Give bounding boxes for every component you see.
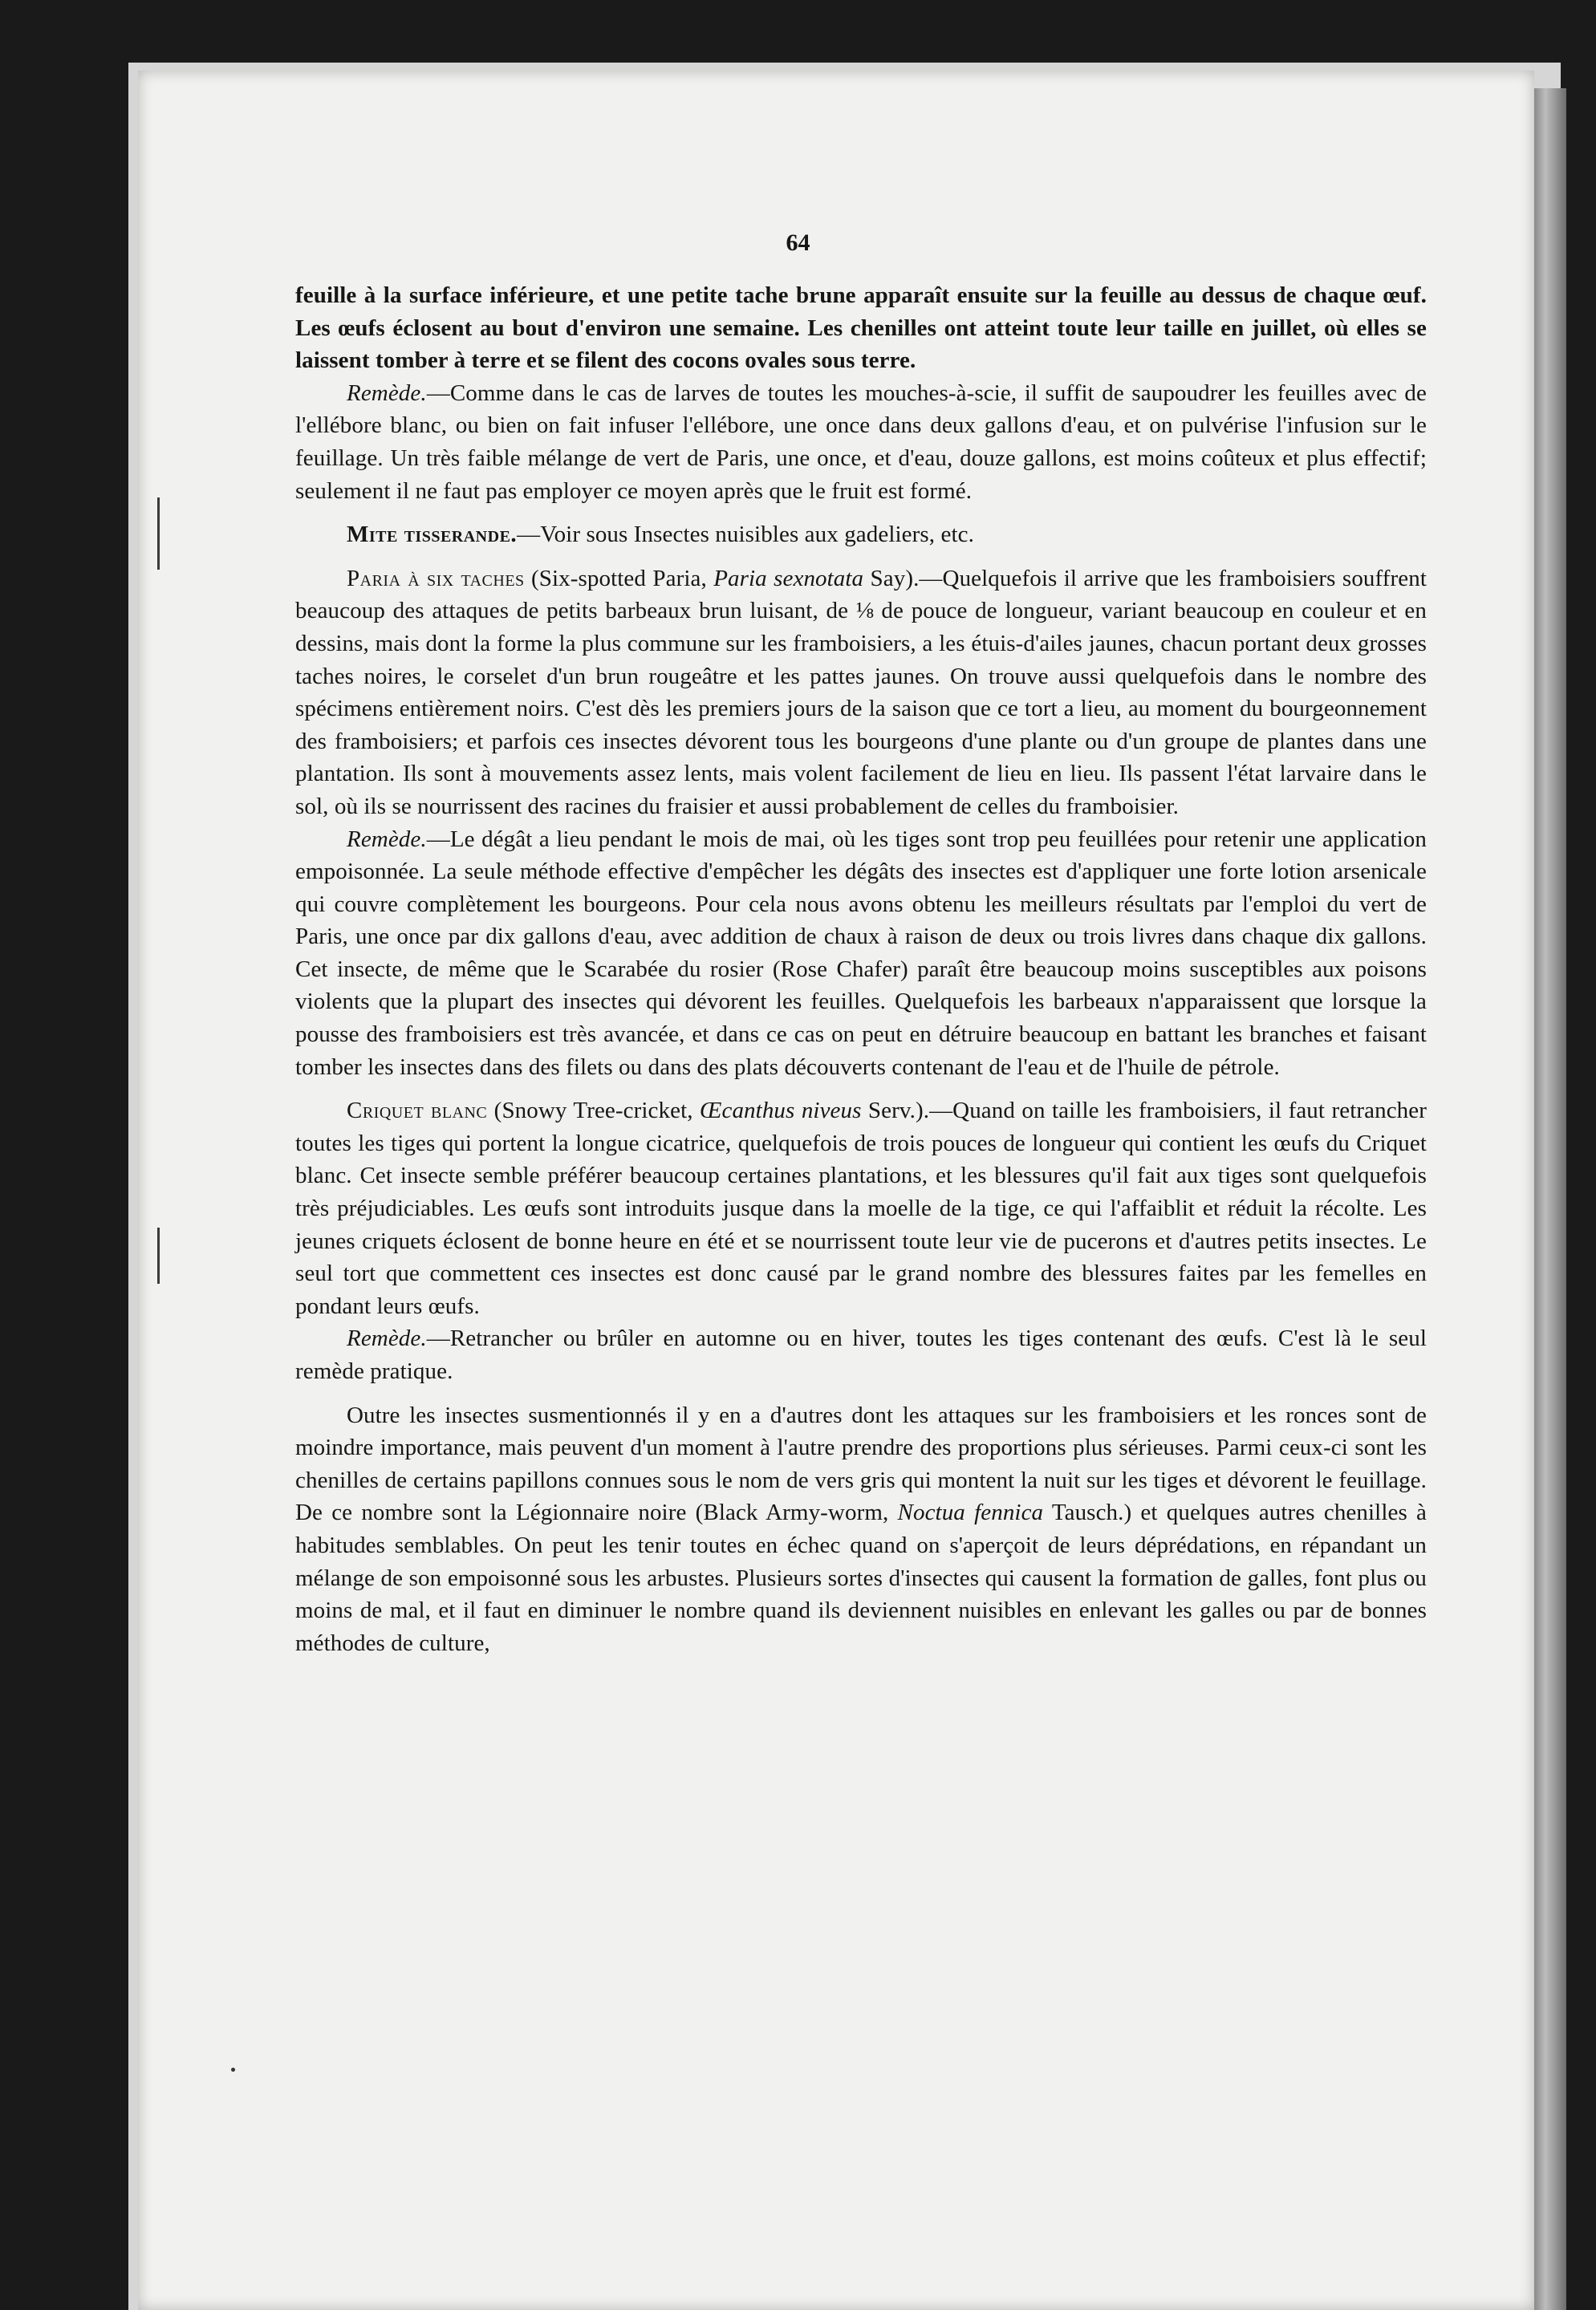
entry-heading: Mite tisserande. <box>347 522 518 548</box>
paragraph-text: —Le dégât a lieu pendant le mois de mai, où les tiges sont trop peu feuillées pour retenir une application empoisonnée. La seule méthode effective d'empêcher les dégâts des insectes est d'appliquer une forte lotion arsenicale qui couvre complètement les bourgeons. Pour cela nous avons obtenu les meilleurs résultats par l'emploi du vert de Paris, une once par dix gallons d'eau, avec addition de chaux à raison de deux ou trois livres dans chaque dix gallons. Cet insecte, de même que le Scarabée du rosier (Rose Chafer) paraît être beaucoup moins susceptibles aux poisons violents que la plupart des insectes qui dévorent les feuilles. Quelquefois les barbeaux n'apparaissent que lorsque la pousse des framboisiers est très avancée, et dans ce cas on peut en détruire beaucoup en battant les branches et faisant tomber les insectes dans des filets ou dans des plats découverts contenant de l'eau et de l'huile de pétrole. <box>295 826 1427 1080</box>
margin-dot <box>231 2068 235 2072</box>
page-number: 64 <box>786 229 810 256</box>
paragraph <box>295 823 1427 1084</box>
paragraph <box>295 1094 1427 1322</box>
remedy-label: Remède. <box>347 826 427 852</box>
species-name: Œcanthus niveus <box>700 1098 862 1124</box>
remedy-label: Remède. <box>347 380 427 406</box>
body-text <box>295 231 1427 1659</box>
paragraph <box>295 518 1427 551</box>
binding-mark <box>157 1228 160 1284</box>
paragraph-text: Tausch.) et quelques autres chenilles à habitudes semblables. On peut les tenir toutes en échec quand on s'aperçoit de leurs déprédations, en répandant un mélange de son empoisonné sous les arbustes. Plusieurs sortes d'insectes qui causent la formation de galles, font plus ou moins de mal, et il faut en diminuer le nombre quand ils deviennent nuisibles en enlevant les galles ou par de bonnes méthodes de culture, <box>295 1500 1427 1656</box>
entry-heading: Paria à six taches <box>347 565 525 591</box>
paragraph <box>295 1399 1427 1660</box>
remedy-label: Remède. <box>347 1326 427 1352</box>
entry-heading: Criquet blanc <box>347 1098 488 1124</box>
paragraph: feuille à la surface inférieure, et une petite tache brune apparaît ensuite sur la feuille au dessus de chaque œuf. Les œufs éclosent au bout d'environ une semaine. Les chenilles ont atteint toute leur taille en juillet, où elles se laissent tomber à terre et se filent des cocons ovales sous terre. <box>295 282 1427 374</box>
paragraph-text: —Voir sous Insectes nuisibles aux gadeliers, etc. <box>517 522 974 548</box>
paragraph-text: —Retrancher ou brûler en automne ou en hiver, toutes les tiges contenant des œufs. C'est là le seul remède pratique. <box>295 1326 1427 1384</box>
paragraph-text: Say).—Quelquefois il arrive que les framboisiers souffrent beaucoup des attaques de petits barbeaux brun luisant, de ⅛ de pouce de longueur, variant beaucoup en couleur et en dessins, mais dont la forme la plus commune sur les framboisiers, a les étuis-d'ailes jaunes, chacun portant deux grosses taches noires, le corselet d'un brun rougeâtre et les pattes jaunes. On trouve aussi quelquefois dans le nombre des spécimens entièrement noirs. C'est dès les premiers jours de la saison que ce tort a lieu, au moment du bourgeonnement des framboisiers; et parfois ces insectes dévorent tous les bourgeons d'une plante ou d'un groupe de plantes dans une plantation. Ils sont à mouvements assez lents, mais volent facilement de lieu en lieu. Ils passent l'état larvaire dans le sol, où ils se nourrissent des racines du fraisier et aussi probablement de celles du framboisier. <box>295 565 1427 819</box>
page-edge-shadow <box>1534 88 1566 2310</box>
binding-mark <box>157 497 160 570</box>
paragraph-text: (Six-spotted Paria, <box>524 565 714 591</box>
paragraph-text: —Comme dans le cas de larves de toutes les mouches-à-scie, il suffit de saupoudrer les feuilles avec de l'ellébore blanc, ou bien on fait infuser l'ellébore, une once dans deux gallons d'eau, et on pulvérise l'infusion sur le feuillage. Un très faible mélange de vert de Paris, une once, et d'eau, douze gallons, est moins coûteux et plus effectif; seulement il ne faut pas employer ce moyen après que le fruit est formé. <box>295 380 1427 504</box>
paragraph-text: (Snowy Tree-cricket, <box>487 1098 701 1124</box>
paragraph-text: Outre les insectes susmentionnés il y en a d'autres dont les attaques sur les framboisiers et les ronces sont de moindre importance, mais peuvent d'un moment à l'autre prendre des proportions plus sérieuses. Parmi ceux-ci sont les chenilles de certains papillons connues sous le nom de vers gris qui montent la nuit sur les tiges et dévorent le feuillage. De ce nombre sont la Légionnaire noire (Black Army-worm, <box>295 1402 1427 1526</box>
paragraph <box>295 377 1427 507</box>
paragraph-text: Serv.).—Quand on taille les framboisiers, il faut retrancher toutes les tiges qui portent la longue cicatrice, quelquefois de trois pouces de longueur qui contient les œufs du Criquet blanc. Cet insecte semble préférer beaucoup certaines plantations, et les blessures qu'il fait aux tiges sont quelquefois très préjudiciables. Les œufs sont introduits jusque dans la moelle de la tige, ce qui l'affaiblit et réduit la récolte. Les jeunes criquets éclosent de bonne heure en été et se nourrissent toute leur vie de pucerons et d'autres petits insectes. Le seul tort que commettent ces insectes est donc causé par le grand nombre des blessures faites par les femelles en pondant leurs œufs. <box>295 1098 1427 1319</box>
paragraph <box>295 562 1427 823</box>
species-name: Paria sexnotata <box>713 565 864 591</box>
species-name: Noctua fennica <box>897 1500 1044 1526</box>
paragraph <box>295 1322 1427 1387</box>
